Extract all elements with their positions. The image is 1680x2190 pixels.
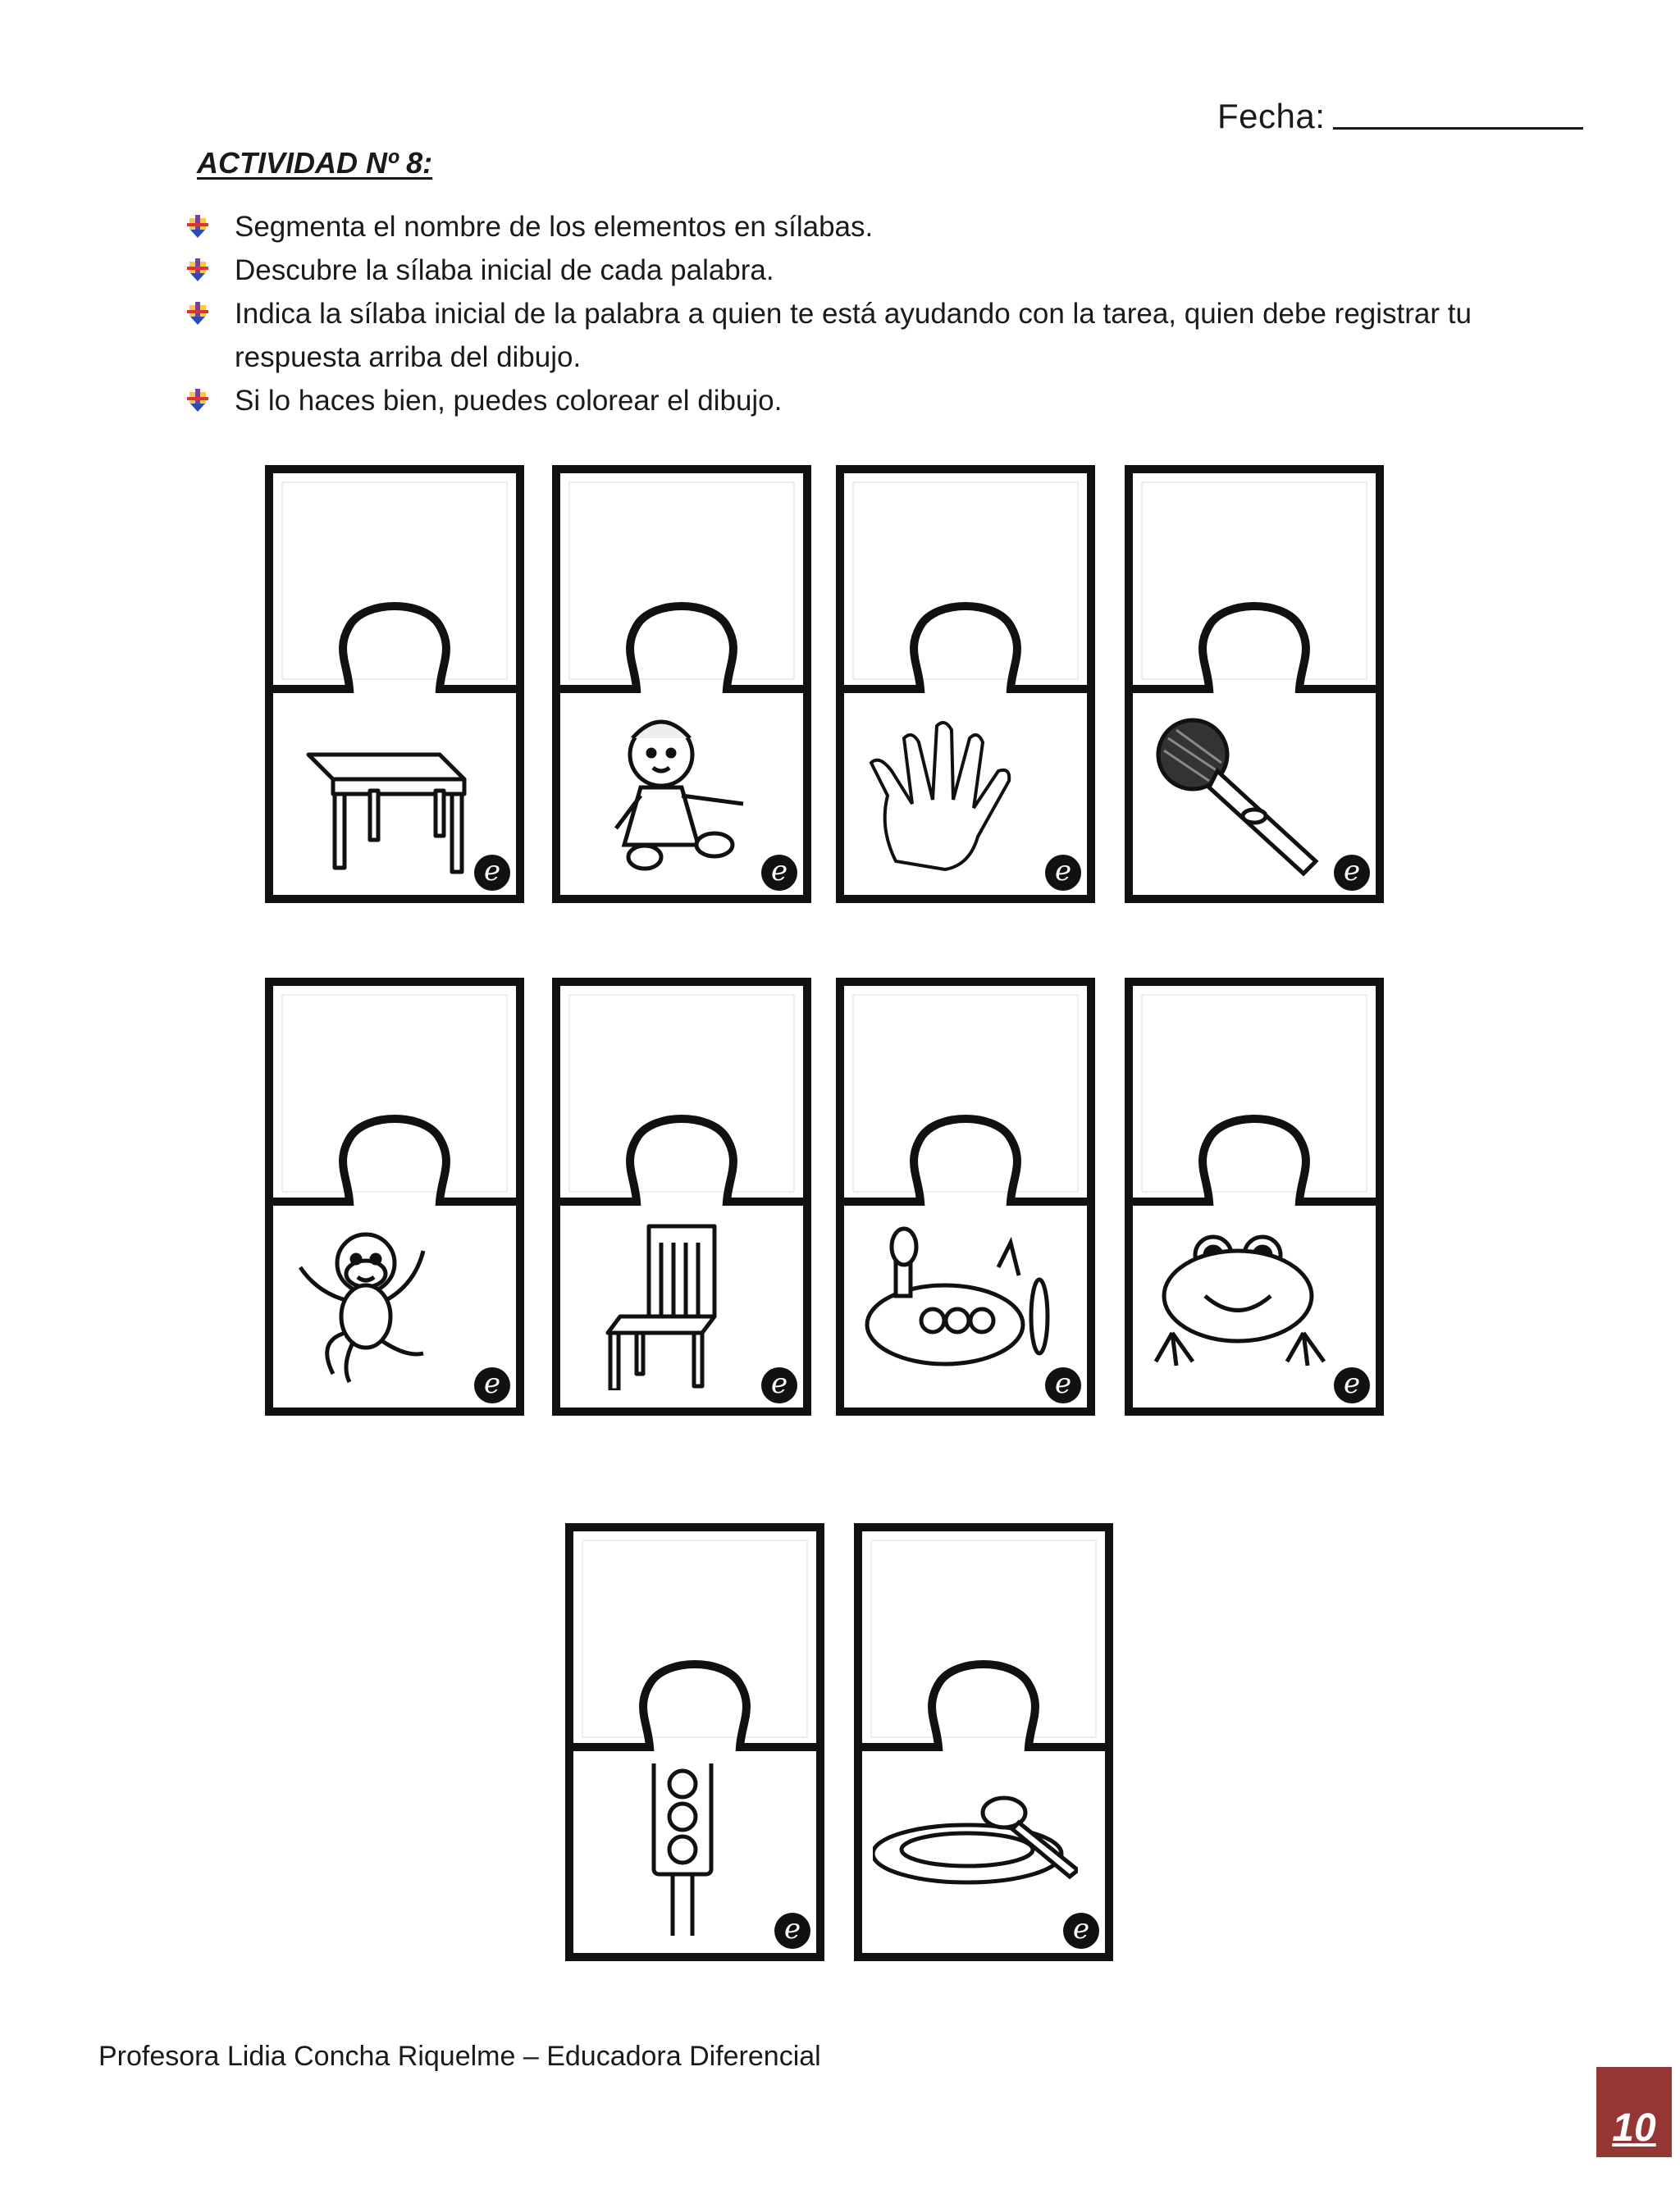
instruction-text: Descubre la sílaba inicial de cada palabra. xyxy=(235,254,774,286)
bullet-arrow-icon xyxy=(187,389,208,412)
publisher-logo: e xyxy=(1334,1367,1370,1403)
publisher-logo: e xyxy=(761,855,797,891)
activity-title: ACTIVIDAD Nº 8: xyxy=(197,146,433,180)
publisher-logo: e xyxy=(474,855,510,891)
puzzle-card xyxy=(559,1517,830,1967)
fecha-field xyxy=(1217,97,1583,136)
frog-icon xyxy=(1144,1218,1349,1390)
traffic-light-icon xyxy=(584,1763,789,1936)
answer-area[interactable] xyxy=(582,1540,807,1737)
puzzle-card xyxy=(848,1517,1119,1967)
answer-area[interactable] xyxy=(569,995,794,1192)
hand-icon xyxy=(855,705,1060,878)
plate-icon xyxy=(873,1763,1078,1936)
publisher-logo: e xyxy=(761,1367,797,1403)
puzzle-card xyxy=(830,972,1101,1421)
chair-icon xyxy=(571,1218,776,1390)
instruction-item xyxy=(182,205,1536,249)
puzzle-card xyxy=(830,459,1101,909)
instruction-text: Indica la sílaba inicial de la palabra a quien te está ayudando con la tarea, quien debe registrar tu respuesta arriba del dibujo. xyxy=(235,298,1472,373)
publisher-logo: e xyxy=(1063,1913,1099,1949)
microphone-icon xyxy=(1144,705,1349,878)
answer-area[interactable] xyxy=(853,995,1078,1192)
answer-area[interactable] xyxy=(1142,995,1367,1192)
instruction-item xyxy=(182,249,1536,292)
instruction-item xyxy=(182,292,1536,379)
answer-area[interactable] xyxy=(569,482,794,679)
publisher-logo: e xyxy=(1045,855,1081,891)
answer-area[interactable] xyxy=(1142,482,1367,679)
puzzle-card xyxy=(546,972,817,1421)
puzzle-card xyxy=(1119,459,1390,909)
puzzle-card xyxy=(546,459,817,909)
table-icon xyxy=(284,705,489,878)
puzzle-card xyxy=(259,459,530,909)
answer-area[interactable] xyxy=(871,1540,1096,1737)
publisher-logo: e xyxy=(1045,1367,1081,1403)
monkey-icon xyxy=(284,1218,489,1390)
answer-area[interactable] xyxy=(853,482,1078,679)
doll-icon xyxy=(571,705,776,878)
fecha-label: Fecha: xyxy=(1217,97,1326,135)
fecha-blank-line[interactable] xyxy=(1333,99,1583,130)
instruction-text: Si lo haces bien, puedes colorear el dibujo. xyxy=(235,385,783,417)
instruction-list xyxy=(182,205,1536,422)
page-number: 10 xyxy=(1596,2067,1672,2157)
puzzle-card xyxy=(259,972,530,1421)
bullet-arrow-icon xyxy=(187,215,208,238)
footer-text: Profesora Lidia Concha Riquelme – Educadora Diferencial xyxy=(98,2041,821,2072)
publisher-logo: e xyxy=(774,1913,810,1949)
bullet-arrow-icon xyxy=(187,258,208,281)
bullet-arrow-icon xyxy=(187,302,208,325)
instruction-text: Segmenta el nombre de los elementos en sílabas. xyxy=(235,211,874,243)
puzzle-card xyxy=(1119,972,1390,1421)
publisher-logo: e xyxy=(474,1367,510,1403)
submarine-icon xyxy=(855,1218,1060,1390)
publisher-logo: e xyxy=(1334,855,1370,891)
answer-area[interactable] xyxy=(282,482,507,679)
answer-area[interactable] xyxy=(282,995,507,1192)
instruction-item xyxy=(182,379,1536,422)
